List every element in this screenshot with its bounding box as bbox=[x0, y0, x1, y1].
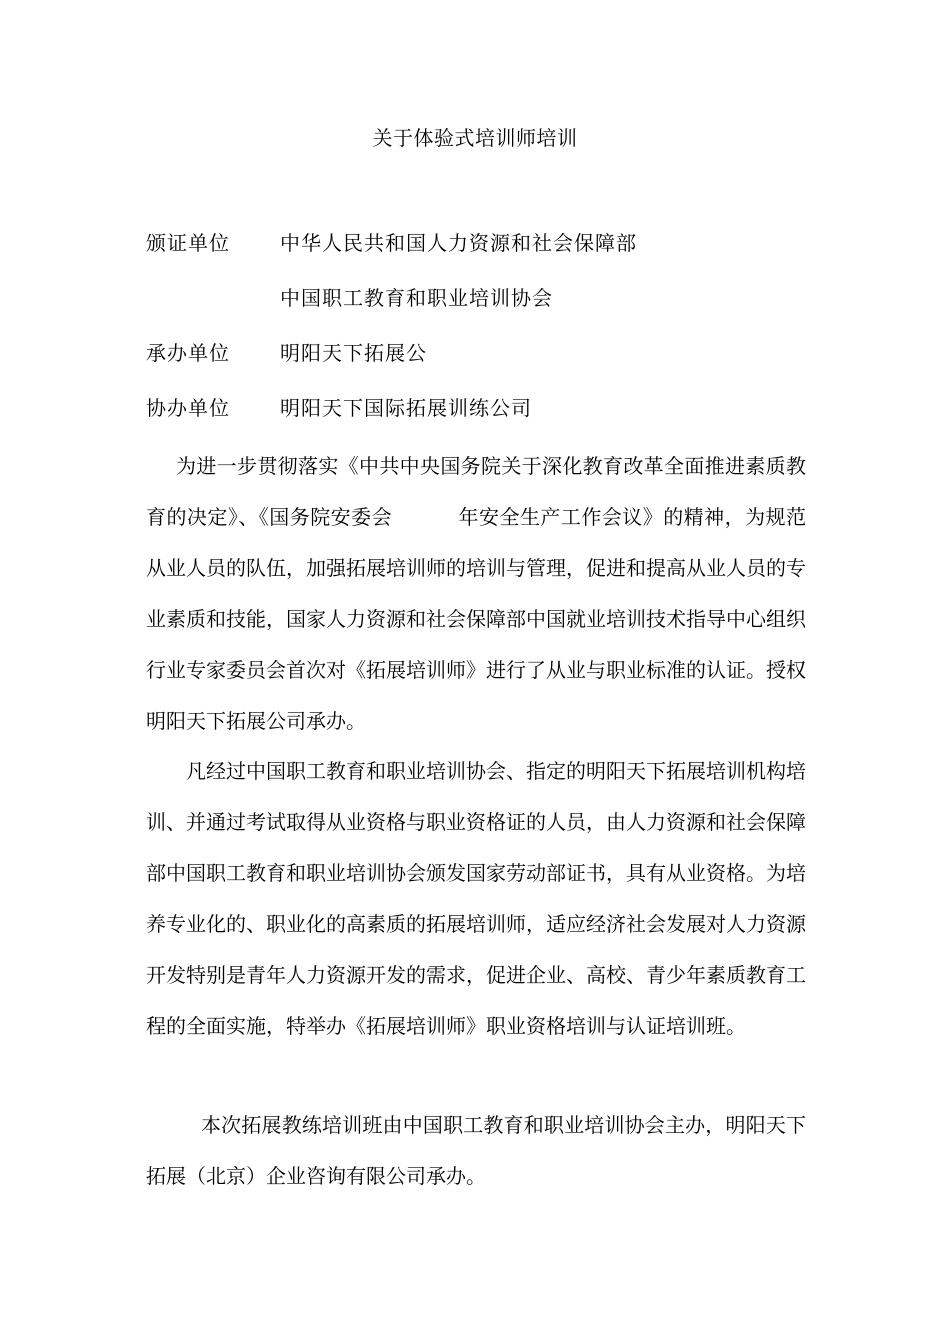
field-value: 中国职工教育和职业培训协会 bbox=[280, 286, 553, 310]
field-value: 中华人民共和国人力资源和社会保障部 bbox=[280, 231, 637, 255]
field-label: 承办单位 bbox=[146, 341, 230, 365]
field-row-issuing-unit bbox=[146, 228, 637, 258]
field-value: 明阳天下国际拓展训练公司 bbox=[280, 396, 532, 420]
field-row-host-unit bbox=[146, 338, 427, 368]
body-paragraph-3: 本次拓展教练培训班由中国职工教育和职业培训协会主办，明阳天下拓展（北京）企业咨询有限公司承办。 bbox=[146, 1113, 806, 1188]
body-paragraph-2: 凡经过中国职工教育和职业培训协会、指定的明阳天下拓展培训机构培训、并通过考试取得从业资格与职业资格证的人员，由人力资源和社会保障部中国职工教育和职业培训协会颁发国家劳动部证书，具有从业资格。为培养专业化的、职业化的高素质的拓展培训师，适应经济社会发展对人力资源开发特别是青年人力资源开发的需求，促进企业、高校、青少年素质教育工程的全面实施，特举办《拓展培训师》职业资格培训与认证培训班。 bbox=[146, 759, 806, 1038]
document-title: 关于体验式培训师培训 bbox=[372, 126, 578, 150]
paragraph-1-part-2: 年安全生产工作会议》的精神，为规范从业人员的队伍，加强拓展培训师的培训与管理，促进和提高从业人员的专业素质和技能，国家人力资源和社会保障部中国就业培训技术指导中心组织行业专家委员会首次对《拓展培训师》进行了从业与职业标准的认证。授权明阳天下拓展公司承办。 bbox=[146, 505, 807, 733]
field-row-co-organizer bbox=[146, 393, 532, 423]
field-row-issuing-unit-2 bbox=[146, 283, 553, 313]
body-paragraph-1 bbox=[146, 441, 806, 747]
field-label: 颁证单位 bbox=[146, 231, 230, 255]
field-value: 明阳天下拓展公 bbox=[280, 341, 427, 365]
field-label: 协办单位 bbox=[146, 396, 230, 420]
paragraph-1-part-1: 为进一步贯彻落实《中共中央国务院关于深化教育改革全面推进素质教育的决定》、《国务院安委会 bbox=[146, 454, 806, 529]
